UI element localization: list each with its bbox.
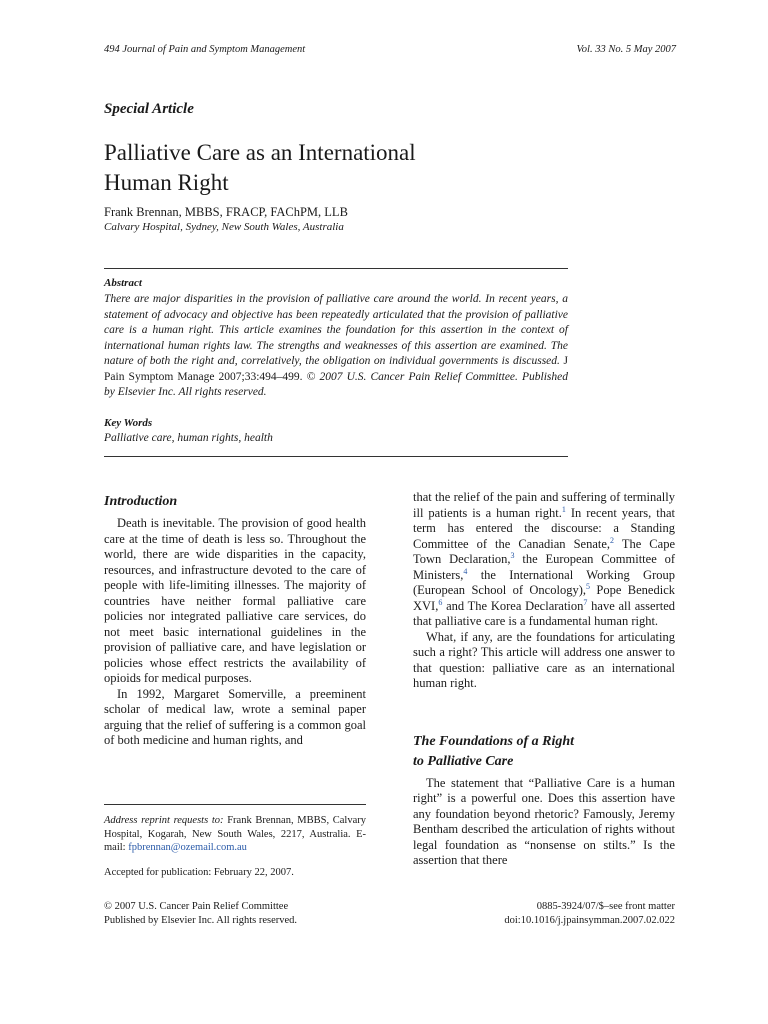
reprint-text: Frank Brennan, MBBS, Calvary Hospital, Kogarah, New South Wales, 2217, Australia. E-mail: (104, 815, 366, 853)
keywords-bottom-rule (104, 456, 568, 457)
accepted-date: Accepted for publication: February 22, 2007. (104, 867, 294, 878)
author-line: Frank Brennan, MBBS, FRACP, FAChPM, LLB (104, 205, 348, 219)
ref-1[interactable]: 1 (561, 504, 566, 514)
keywords-heading: Key Words (104, 417, 153, 429)
intro-heading: Introduction (104, 494, 178, 509)
footnote-rule (104, 804, 366, 805)
keywords-text: Palliative care, human rights, health (104, 432, 273, 444)
abstract-body: There are major disparities in the provision of palliative care around the world. In recent years, a statement of advocacy and objective has been repeatedly articulated that the provision of palliative care is a human right. This article examines the foundation for this assertion in the context of international human rights law. The strengths and weaknesses of this assertion are examined. The nature of both the right and, correlatively, the obligation on individual governments is discussed. (104, 293, 568, 367)
footer-copyright (104, 900, 297, 927)
abstract-heading: Abstract (104, 277, 142, 289)
foundations-heading-line-1: The Foundations of a Right (413, 733, 575, 749)
header-journal: 494 Journal of Pain and Symptom Management (104, 44, 306, 55)
title-line-2: Human Right (104, 170, 229, 195)
ref-7[interactable]: 7 (583, 597, 588, 607)
ref-6[interactable]: 6 (438, 597, 443, 607)
abstract-top-rule (104, 268, 568, 269)
footer-doi (413, 900, 675, 927)
right-paragraph-3: The statement that “Palliative Care is a human right” is a powerful one. Does this assertion have any foundation beyond rhetoric? Famously, Jeremy Bentham described the articulation of rights without legal foundation as “nonsense on stilts.” Is the assertion that there (413, 775, 675, 867)
ref-2[interactable]: 2 (610, 535, 615, 545)
left-column (104, 492, 366, 749)
footer-left-line-2: Published by Elsevier Inc. All rights reserved. (104, 914, 298, 926)
header-volume: Vol. 33 No. 5 May 2007 (576, 44, 676, 55)
reprint-footnote (104, 814, 366, 855)
article-type: Special Article (104, 101, 194, 117)
abstract-text (104, 292, 568, 401)
article-title (104, 138, 584, 198)
foundations-heading-line-2: to Palliative Care (413, 753, 514, 769)
reprint-label: Address reprint requests to: (104, 815, 224, 826)
right-paragraph-2: What, if any, are the foundations for articulating such a right? This article will address one answer to that question: palliative care as an international human right. (413, 629, 675, 690)
ref-4[interactable]: 4 (463, 566, 468, 576)
footer-left-line-1: © 2007 U.S. Cancer Pain Relief Committee (104, 901, 289, 912)
footer-doi-line[interactable]: doi:10.1016/j.jpainsymman.2007.02.022 (504, 914, 675, 926)
abstract-copyright: © 2007 U.S. Cancer Pain Relief Committee. Published by Elsevier Inc. All rights reserved. (104, 370, 569, 398)
title-line-1: Palliative Care as an International (104, 140, 416, 165)
affiliation: Calvary Hospital, Sydney, New South Wales, Australia (104, 221, 344, 233)
right-paragraph-1: that the relief of the pain and suffering of terminally ill patients is a human right.$^1$ In recent years, that term has entered the discourse: a Standing Committee of the Canadian Senate,$^2$ The Cape Town Declaration,$^3$ the European Committee of Ministers,$^4$ the International Working Group (European School of Oncology),$^5$ Pope Benedick XVI,$^6$ and The Korea Declaration$^7$ have all asserted that palliative care is a fundamental human right. (413, 490, 676, 628)
foundations-heading (413, 732, 675, 772)
email-link[interactable]: fpbrennan@ozemail.com.au (128, 842, 247, 853)
ref-3[interactable]: 3 (510, 550, 515, 560)
intro-paragraph-2: In 1992, Margaret Somerville, a preeminent scholar of medical law, wrote a seminal paper arguing that the relief of suffering is a common goal of both medicine and human rights, and (104, 686, 366, 747)
footer-issn: 0885-3924/07/$–see front matter (536, 901, 675, 912)
abstract-citation: J Pain Symptom Manage 2007;33:494–499. (104, 355, 569, 383)
right-column (413, 490, 675, 869)
intro-paragraph-1: Death is inevitable. The provision of good health care at the time of death is less so. Throughout the world, there are wide disparities in the capacity, resources, and infrastructure devoted to the care of people with life-limiting illnesses. The majority of countries have neither formal palliative care policies nor integrated palliative care services, do not meet basic international guidelines in the provision of palliative care, and have legislation or policies whose effect restricts the availability of opioids for medical purposes. (104, 516, 366, 685)
ref-5[interactable]: 5 (585, 581, 590, 591)
